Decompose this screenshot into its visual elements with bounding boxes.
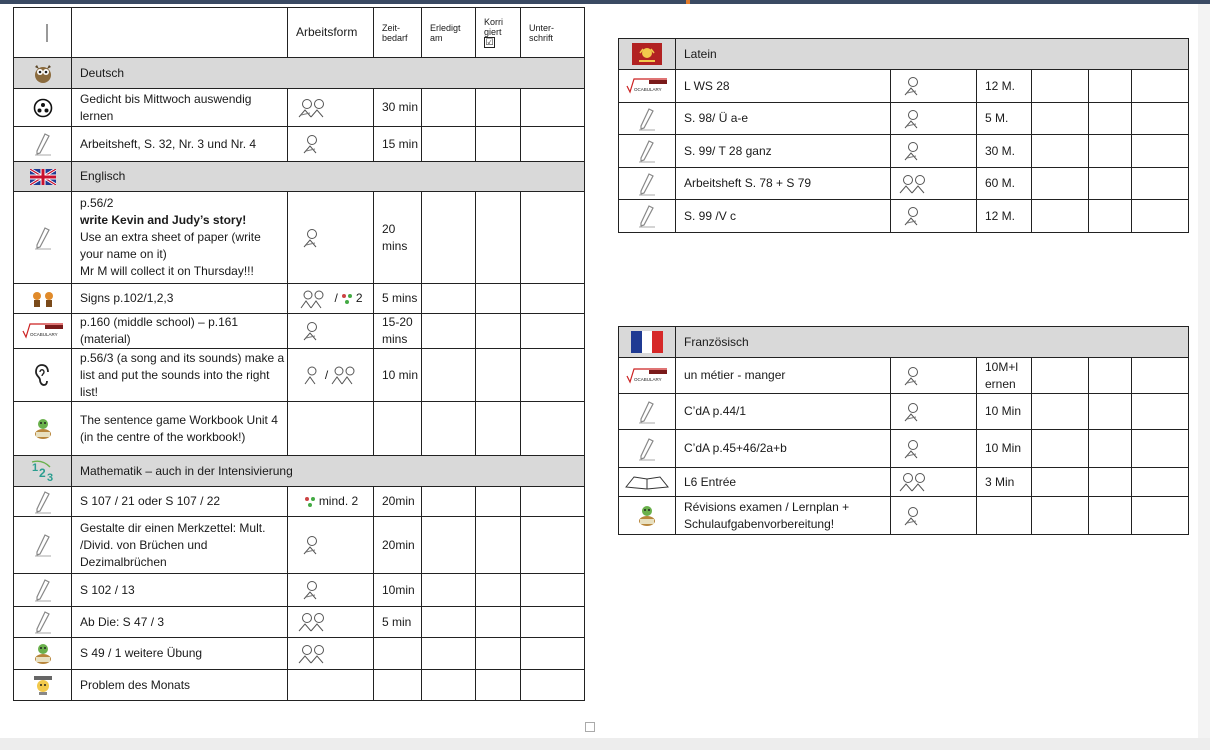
erledigt-cell[interactable]	[1032, 135, 1089, 168]
time-cell: 30 M.	[977, 135, 1032, 168]
task-row	[619, 430, 1189, 468]
task-row	[619, 200, 1189, 233]
korrigiert-cell[interactable]	[1089, 70, 1132, 103]
unterschrift-cell[interactable]	[521, 574, 585, 607]
pencil-icon	[14, 192, 72, 284]
unterschrift-cell[interactable]	[1132, 358, 1189, 394]
partner-work-icon	[288, 607, 374, 638]
turtle-icon	[619, 497, 676, 535]
unterschrift-cell[interactable]	[1132, 430, 1189, 468]
book-icon	[619, 468, 676, 497]
pencil-icon	[14, 517, 72, 574]
task-text: S. 99 /V c	[676, 200, 891, 233]
turtle-icon	[14, 638, 72, 670]
subject-title: Englisch	[72, 162, 585, 192]
korrigiert-cell[interactable]	[1089, 200, 1132, 233]
erledigt-cell[interactable]	[1032, 103, 1089, 135]
task-row	[14, 314, 585, 349]
owl-icon	[14, 58, 72, 89]
work-form-cell	[288, 402, 374, 456]
work-form-cell	[288, 670, 374, 701]
unterschrift-cell[interactable]	[521, 284, 585, 314]
korrigiert-cell[interactable]	[1089, 497, 1132, 535]
bottom-status-area	[0, 738, 1210, 750]
pencil-icon	[619, 200, 676, 233]
time-cell: 20min	[374, 517, 422, 574]
page-edge	[1198, 4, 1210, 738]
time-cell: 20min	[374, 487, 422, 517]
erledigt-cell[interactable]	[422, 517, 476, 574]
unterschrift-cell[interactable]	[521, 487, 585, 517]
unterschrift-cell[interactable]	[521, 517, 585, 574]
partner-work-icon	[891, 468, 977, 497]
pencil-icon	[619, 394, 676, 430]
time-cell: 10 Min	[977, 394, 1032, 430]
korrigiert-cell[interactable]	[1089, 430, 1132, 468]
vocabulary-icon	[14, 314, 72, 349]
task-row	[14, 517, 585, 574]
task-text: C’dA p.44/1	[676, 394, 891, 430]
svg-text:OCABULARY: OCABULARY	[634, 376, 662, 382]
unterschrift-cell[interactable]	[1132, 70, 1189, 103]
task-text: Arbeitsheft, S. 32, Nr. 3 und Nr. 4	[72, 127, 288, 162]
subject-row-englisch	[14, 162, 585, 192]
single-work-icon	[891, 430, 977, 468]
pencil-icon	[619, 430, 676, 468]
header-unterschrift: Unter- schrift	[521, 8, 585, 58]
uk-flag-icon	[14, 162, 72, 192]
table-resize-handle[interactable]	[585, 722, 595, 732]
group-icon	[303, 495, 317, 509]
memorize-icon	[14, 89, 72, 127]
unterschrift-cell[interactable]	[521, 314, 585, 349]
time-cell	[977, 497, 1032, 535]
erledigt-cell[interactable]	[1032, 468, 1089, 497]
task-row	[619, 497, 1189, 535]
unterschrift-cell[interactable]	[521, 192, 585, 284]
single-work-icon	[288, 192, 374, 284]
erledigt-cell[interactable]	[1032, 394, 1089, 430]
left-plan-table	[13, 7, 585, 701]
erledigt-cell[interactable]	[1032, 430, 1089, 468]
pencil-icon	[619, 168, 676, 200]
time-cell: 12 M.	[977, 70, 1032, 103]
task-row	[14, 89, 585, 127]
time-cell: 10M+l ernen	[977, 358, 1032, 394]
vocabulary-icon	[619, 358, 676, 394]
single-work-icon	[891, 200, 977, 233]
erledigt-cell[interactable]	[1032, 358, 1089, 394]
unterschrift-cell[interactable]	[521, 349, 585, 402]
korrigiert-cell[interactable]	[1089, 394, 1132, 430]
time-cell: 15-20 mins	[374, 314, 422, 349]
task-text: p.56/2 write Kevin and Judy’s story! Use an extra sheet of paper (write your name on it) Mr M will collect it on Thursday!!!	[72, 192, 288, 284]
korrigiert-cell[interactable]	[476, 192, 521, 284]
pencil-icon	[14, 487, 72, 517]
signs-icon	[14, 284, 72, 314]
time-cell: 10 Min	[977, 430, 1032, 468]
task-row	[14, 127, 585, 162]
single-work-icon	[288, 127, 374, 162]
task-text: Révisions examen / Lernplan + Schulaufgabenvorbereitung!	[676, 497, 891, 535]
task-text: p.160 (middle school) – p.161 (material)	[72, 314, 288, 349]
roman-emblem-icon	[619, 39, 676, 70]
task-text: Arbeitsheft S. 78 + S 79	[676, 168, 891, 200]
single-work-icon	[891, 70, 977, 103]
unterschrift-cell[interactable]	[521, 89, 585, 127]
korrigiert-cell[interactable]	[1089, 468, 1132, 497]
single-work-icon	[288, 517, 374, 574]
korrigiert-cell[interactable]	[476, 487, 521, 517]
korrigiert-cell[interactable]	[476, 349, 521, 402]
single-work-icon	[891, 135, 977, 168]
time-cell: 60 M.	[977, 168, 1032, 200]
korrigiert-cell[interactable]	[476, 314, 521, 349]
erledigt-cell[interactable]	[422, 402, 476, 456]
checkbox-icon: ☑	[485, 37, 494, 47]
erledigt-cell[interactable]	[422, 670, 476, 701]
svg-text:OCABULARY: OCABULARY	[29, 332, 58, 337]
task-row	[619, 70, 1189, 103]
task-text: The sentence game Workbook Unit 4 (in the centre of the workbook!)	[72, 402, 288, 456]
subject-title: Deutsch	[72, 58, 585, 89]
unterschrift-cell[interactable]	[1132, 103, 1189, 135]
time-cell: 10min	[374, 574, 422, 607]
subject-row-franzoesisch	[619, 327, 1189, 358]
window-top-bar	[0, 0, 1210, 4]
partner-work-icon	[288, 638, 374, 670]
pencil-icon	[619, 135, 676, 168]
turtle-icon	[14, 402, 72, 456]
time-cell: 30 min	[374, 89, 422, 127]
vocabulary-icon	[619, 70, 676, 103]
erledigt-cell[interactable]	[422, 638, 476, 670]
task-row	[14, 349, 585, 402]
header-zeitbedarf: Zeit- bedarf	[374, 8, 422, 58]
time-cell: 3 Min	[977, 468, 1032, 497]
task-text: L WS 28	[676, 70, 891, 103]
task-row	[14, 607, 585, 638]
korrigiert-cell[interactable]	[1089, 168, 1132, 200]
time-cell: 10 min	[374, 349, 422, 402]
unterschrift-cell[interactable]	[521, 402, 585, 456]
trophy-icon	[14, 670, 72, 701]
task-row	[619, 468, 1189, 497]
task-text: S 107 / 21 oder S 107 / 22	[72, 487, 288, 517]
korrigiert-cell[interactable]	[476, 127, 521, 162]
erledigt-cell[interactable]	[422, 284, 476, 314]
single-work-icon	[891, 358, 977, 394]
work-form-cell: /	[288, 349, 374, 402]
korrigiert-cell[interactable]	[1089, 358, 1132, 394]
pencil-icon	[14, 127, 72, 162]
unterschrift-cell[interactable]	[521, 127, 585, 162]
erledigt-cell[interactable]	[422, 349, 476, 402]
task-text: Signs p.102/1,2,3	[72, 284, 288, 314]
erledigt-cell[interactable]	[422, 127, 476, 162]
task-row	[14, 284, 585, 314]
french-flag-icon	[619, 327, 676, 358]
task-row	[14, 402, 585, 456]
header-erledigt: Erledigt am	[422, 8, 476, 58]
erledigt-cell[interactable]	[422, 487, 476, 517]
unterschrift-cell[interactable]	[521, 670, 585, 701]
erledigt-cell[interactable]	[422, 89, 476, 127]
single-work-icon	[288, 574, 374, 607]
erledigt-cell[interactable]	[1032, 70, 1089, 103]
unterschrift-cell[interactable]	[1132, 135, 1189, 168]
korrigiert-cell[interactable]	[1089, 135, 1132, 168]
task-text: Problem des Monats	[72, 670, 288, 701]
unterschrift-cell[interactable]	[1132, 468, 1189, 497]
subject-row-mathematik	[14, 456, 585, 487]
task-row	[619, 103, 1189, 135]
svg-text:1: 1	[31, 462, 38, 474]
task-row	[14, 574, 585, 607]
top-accent	[686, 0, 690, 4]
task-text: L6 Entrée	[676, 468, 891, 497]
korrigiert-cell[interactable]	[1089, 103, 1132, 135]
group-icon	[340, 292, 354, 306]
erledigt-cell[interactable]	[422, 314, 476, 349]
task-row	[619, 394, 1189, 430]
ear-icon	[14, 349, 72, 402]
subject-title: Mathematik – auch in der Intensivierung	[72, 456, 585, 487]
time-cell	[374, 670, 422, 701]
work-form-cell: mind. 2	[288, 487, 374, 517]
erledigt-cell[interactable]	[1032, 497, 1089, 535]
single-work-icon	[891, 394, 977, 430]
pencil-icon	[14, 574, 72, 607]
korrigiert-cell[interactable]	[476, 670, 521, 701]
task-text: S. 99/ T 28 ganz	[676, 135, 891, 168]
korrigiert-cell[interactable]	[476, 402, 521, 456]
task-text: S 49 / 1 weitere Übung	[72, 638, 288, 670]
franzoesisch-table	[618, 326, 1189, 535]
header-row	[14, 8, 585, 58]
time-cell: 5 M.	[977, 103, 1032, 135]
unterschrift-cell[interactable]	[521, 607, 585, 638]
time-cell: 5 mins	[374, 284, 422, 314]
erledigt-cell[interactable]	[1032, 168, 1089, 200]
subject-title: Latein	[676, 39, 1189, 70]
single-work-icon	[891, 497, 977, 535]
korrigiert-cell[interactable]	[476, 89, 521, 127]
partner-work-icon	[288, 89, 374, 127]
task-row	[14, 192, 585, 284]
task-text: C’dA p.45+46/2a+b	[676, 430, 891, 468]
single-work-icon	[891, 103, 977, 135]
time-cell	[374, 402, 422, 456]
task-row	[14, 670, 585, 701]
header-task-cell	[72, 8, 288, 58]
subject-row-latein	[619, 39, 1189, 70]
task-text: p.56/3 (a song and its sounds) make a list and put the sounds into the right list!	[72, 349, 288, 402]
svg-text:3: 3	[46, 472, 53, 483]
task-text: S 102 / 13	[72, 574, 288, 607]
time-cell: 20 mins	[374, 192, 422, 284]
erledigt-cell[interactable]	[422, 607, 476, 638]
unterschrift-cell[interactable]	[1132, 394, 1189, 430]
korrigiert-cell[interactable]	[476, 638, 521, 670]
task-text: Ab Die: S 47 / 3	[72, 607, 288, 638]
svg-text:OCABULARY: OCABULARY	[634, 87, 662, 92]
latein-table	[618, 38, 1189, 233]
svg-text:2: 2	[38, 466, 46, 480]
subject-title: Französisch	[676, 327, 1189, 358]
time-cell: 5 min	[374, 607, 422, 638]
task-text: un métier - manger	[676, 358, 891, 394]
task-text: S. 98/ Ü a-e	[676, 103, 891, 135]
pencil-icon	[619, 103, 676, 135]
erledigt-cell[interactable]	[422, 192, 476, 284]
task-text: Gestalte dir einen Merkzettel: Mult. /Divid. von Brüchen und Dezimalbrüchen	[72, 517, 288, 574]
time-cell: 12 M.	[977, 200, 1032, 233]
erledigt-cell[interactable]	[1032, 200, 1089, 233]
korrigiert-cell[interactable]	[476, 284, 521, 314]
header-korrigiert: Korri giert ☑	[476, 8, 521, 58]
header-arbeitsform: Arbeitsform	[288, 8, 374, 58]
unterschrift-cell[interactable]	[521, 638, 585, 670]
unterschrift-cell[interactable]	[1132, 168, 1189, 200]
task-row	[14, 487, 585, 517]
unterschrift-cell[interactable]	[1132, 200, 1189, 233]
time-cell	[374, 638, 422, 670]
task-text: Gedicht bis Mittwoch auswendig lernen	[72, 89, 288, 127]
work-form-cell: / 2	[288, 284, 374, 314]
header-icon-cell	[14, 8, 72, 58]
single-work-icon	[288, 314, 374, 349]
korrigiert-cell[interactable]	[476, 517, 521, 574]
subject-row-deutsch	[14, 58, 585, 89]
task-row	[619, 358, 1189, 394]
unterschrift-cell[interactable]	[1132, 497, 1189, 535]
partner-work-icon	[891, 168, 977, 200]
korrigiert-cell[interactable]	[476, 574, 521, 607]
task-row	[14, 638, 585, 670]
task-row	[619, 168, 1189, 200]
numbers-icon	[14, 456, 72, 487]
task-row	[619, 135, 1189, 168]
time-cell: 15 min	[374, 127, 422, 162]
korrigiert-cell[interactable]	[476, 607, 521, 638]
erledigt-cell[interactable]	[422, 574, 476, 607]
pencil-icon	[14, 607, 72, 638]
